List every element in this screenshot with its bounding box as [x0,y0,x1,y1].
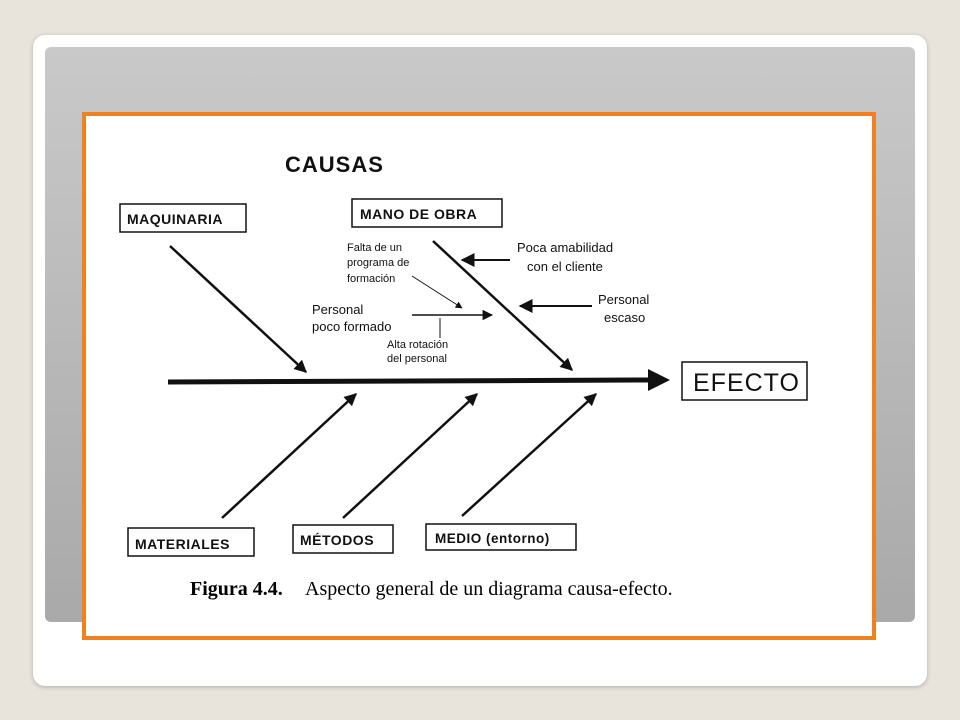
subcause-personal-escaso: Personal escaso [598,292,650,325]
category-label-maquinaria: MAQUINARIA [127,211,223,227]
bone-medio [462,394,596,516]
bone-metodos [343,394,477,518]
category-label-medio: MEDIO (entorno) [435,531,550,546]
subcause-poca-amabilidad: Poca amabilidad con el cliente [517,240,614,274]
subcause-alta-rotacion: Alta rotación del personal [387,339,449,365]
spine-line [168,380,650,382]
caption-text: Aspecto general de un diagrama causa-efecto. [305,578,673,600]
category-label-materiales: MATERIALES [135,536,230,552]
category-label-metodos: MÉTODOS [300,532,375,548]
subcause-falta-programa: Falta de un programa de formación [347,242,410,285]
caption-label: Figura 4.4. [190,578,283,600]
causes-title: CAUSAS [285,152,384,177]
effect-label: EFECTO [693,369,800,397]
bone-materiales [222,394,356,518]
bone-maquinaria [170,246,306,372]
category-label-mano-de-obra: MANO DE OBRA [360,206,478,222]
subcause-arrow-falta-programa [412,276,462,308]
subcause-personal-poco-formado: Personal poco formado [312,302,392,334]
spine-arrowhead [648,369,670,391]
